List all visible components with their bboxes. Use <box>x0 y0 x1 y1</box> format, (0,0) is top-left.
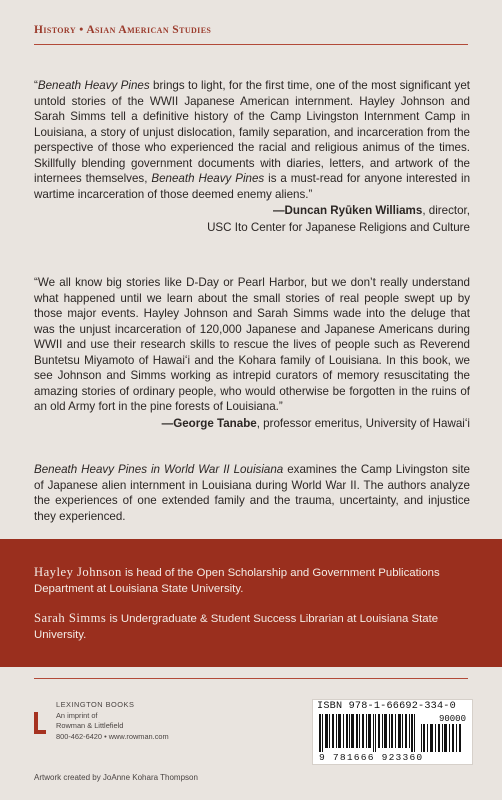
publisher-text <box>56 700 169 742</box>
description-text: examines the Camp Livingston site of Japanese alien internment in Louisiana during World War II. The authors analyze the experiences of one extended family and the trauma, uncertainty, and injustice they experienced. <box>34 463 470 523</box>
endorsement-text-part: brings to light, for the first time, one of the most significant yet untold stories of the WWII Japanese American internment. Hayley Johnson and Sarah Simms tell a definitive history of the Camp Livingston Internment Camp in Louisiana, a story of unjust dislocation, family separation, and incarceration from the perspective of those who experienced the racial and religious animus of the times. Skillfully blending government documents with diaries, letters, and artwork of the internees themselves, <box>34 79 470 186</box>
publisher-parent: Rowman & Littlefield <box>56 721 124 730</box>
publisher-block <box>34 700 169 742</box>
book-description <box>34 462 470 524</box>
endorser-organization: USC Ito Center for Japanese Religions and Culture <box>207 220 470 234</box>
endorsement-text: “Beneath Heavy Pines brings to light, for the first time, one of the most significant yet untold stories of the WWII Japanese American internment. Hayley Johnson and Sarah Simms tell a definitive history of the Camp Livingston Internment Camp in Louisiana, a story of unjust dislocation, family separation, and incarceration from the perspective of those who experienced the racial and religious animus of the times. Skillfully blending government documents with diaries, letters, and artwork of the internees themselves, Beneath Heavy Pines is a must-read for anyone interested in wartime incarceration of those deemed enemy aliens.” <box>34 79 471 201</box>
endorsement-tanabe <box>34 275 470 431</box>
endorser-name: —Duncan Ryūken Williams <box>272 204 423 218</box>
bottom-rule <box>34 678 468 679</box>
author-name: Hayley Johnson <box>34 565 122 579</box>
book-title-italic: Beneath Heavy Pines <box>151 172 265 186</box>
category-label: History • Asian American Studies <box>34 24 212 36</box>
endorsement-williams <box>34 78 470 235</box>
artwork-credit: Artwork created by JoAnne Kohara Thompson <box>34 773 198 782</box>
book-title-italic: Beneath Heavy Pines <box>37 79 150 92</box>
endorser-role: , professor emeritus, University of Hawaiʻi <box>256 416 470 430</box>
author-bio-text: is head of the Open Scholarship and Government Publications Department at Louisiana State University. <box>34 567 440 595</box>
publisher-imprint-line: An imprint of <box>56 710 98 720</box>
author-bio-band <box>0 539 502 667</box>
top-rule <box>34 44 468 45</box>
author-bio <box>34 611 470 643</box>
endorser-name: —George Tanabe <box>161 416 257 430</box>
publisher-name: LEXINGTON BOOKS <box>56 700 135 709</box>
author-bio-text: is Undergraduate & Student Success Librarian at Louisiana State University. <box>34 613 439 641</box>
isbn-barcode <box>313 700 472 764</box>
author-bio <box>34 565 470 597</box>
publisher-contact: 800-462-6420 • www.rowman.com <box>56 731 169 741</box>
price-code: 90000 <box>438 714 466 724</box>
book-title-italic: Beneath Heavy Pines in World War II Louisiana <box>34 463 284 476</box>
endorsement-attribution <box>34 203 470 219</box>
publisher-logo-icon <box>34 712 48 734</box>
endorsement-text: “We all know big stories like D-Day or Pearl Harbor, but we don’t really understand what happened until we learn about the small stories of real people swept up by those major events. Hayley Johnson and Sarah Simms wade into the deluge that was the unjust incarceration of 120,000 Japanese and Japanese Americans during WWII and use their research skills to rescue the lives of people such as Reverend Buntetsu Miyamoto of Hawaiʻi and the Kohara family of Louisiana. In this book, we see Johnson and Simms working as intrepid curators of memory resuscitating the amazing stories of ordinary people, who would otherwise be forgotten in the ruins of an old Army fort in the pine forests of Louisiana.” <box>34 276 470 414</box>
isbn-label: ISBN 978-1-66692-334-0 <box>317 701 456 712</box>
barcode-number: 9 781666 923360 <box>319 752 424 763</box>
endorsement-text-part: is a must-read for anyone interested in wartime incarceration of those deemed enemy aliens.” <box>34 172 471 201</box>
author-name: Sarah Simms <box>34 611 107 625</box>
endorsement-attribution <box>34 416 470 432</box>
endorser-role: , director, <box>422 204 470 218</box>
